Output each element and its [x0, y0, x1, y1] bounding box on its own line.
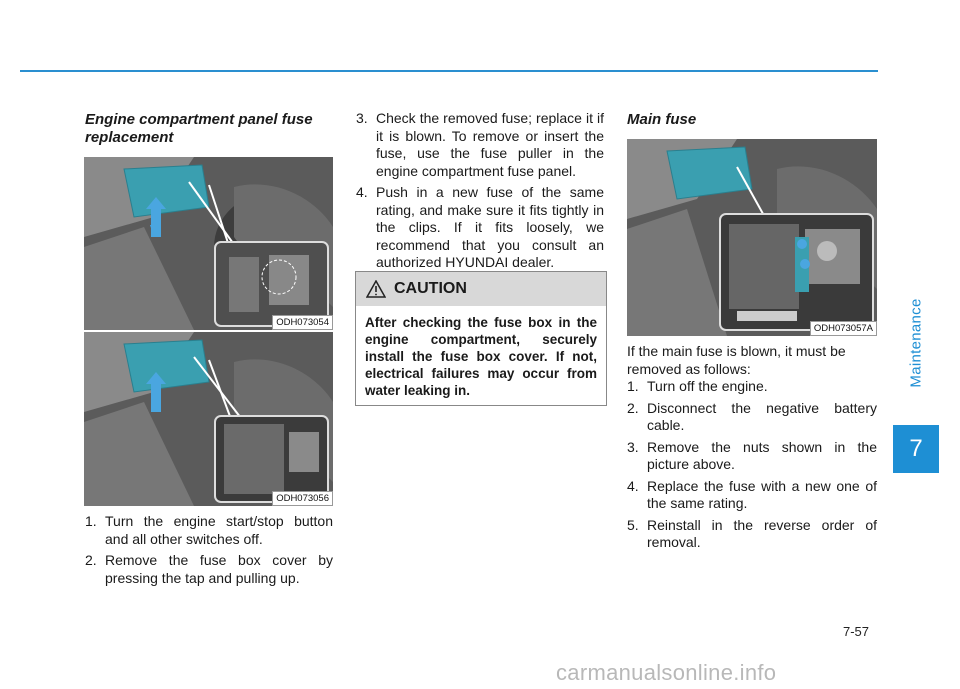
figure-code: ODH073056 — [272, 491, 333, 506]
page-number: 7-57 — [843, 624, 870, 639]
section-tab-label — [893, 263, 939, 423]
step-number: 1. — [627, 378, 639, 394]
step-text: Turn the engine start/stop button and all other switches off. — [105, 513, 333, 547]
step-number: 5. — [627, 516, 639, 533]
list-item — [627, 517, 877, 552]
caution-text: After checking the fuse box in the engine compartment, securely install the fuse box cover. If not, electrical failures may occur from water leaking in. — [365, 315, 597, 398]
figure-main-fuse — [627, 139, 877, 336]
engine-bay-illustration — [84, 332, 333, 506]
left-steps-list — [85, 513, 333, 591]
watermark: carmanualsonline.info — [556, 660, 777, 685]
caution-header — [356, 272, 606, 306]
list-item — [627, 378, 877, 396]
figure-fuse-cover — [84, 157, 333, 330]
step-text: Reinstall in the reverse order of removal. — [647, 516, 877, 550]
warning-triangle-icon — [366, 280, 386, 298]
list-item — [356, 110, 604, 180]
header-rule — [20, 70, 878, 72]
section-tab-text: Maintenance — [907, 298, 925, 388]
step-number: 2. — [85, 552, 97, 568]
left-heading: Engine compartment panel fuse replacement — [85, 111, 313, 146]
list-item — [85, 552, 333, 587]
list-item — [627, 478, 877, 513]
step-text: Replace the fuse with a new one of the same rating. — [647, 477, 877, 511]
figure-code: ODH073054 — [272, 315, 333, 330]
middle-steps-list — [356, 110, 604, 276]
section-tab-number: 7 — [893, 425, 939, 473]
caution-box — [355, 271, 607, 406]
right-heading: Main fuse — [627, 111, 697, 128]
right-intro: If the main fuse is blown, it must be removed as follows: — [627, 343, 846, 377]
list-item — [85, 513, 333, 548]
step-text: Disconnect the negative battery cable. — [647, 399, 877, 433]
step-text: Check the removed fuse; replace it if it is blown. To remove or insert the fuse, use the fuse puller in the engine compartment fuse panel. — [376, 110, 604, 179]
step-text: Push in a new fuse of the same rating, and make sure it fits tightly in the clips. If it fits loosely, we recommend that you consult an authorized HYUNDAI dealer. — [376, 184, 604, 270]
step-number: 3. — [627, 438, 639, 455]
step-text: Turn off the engine. — [647, 378, 768, 394]
right-steps-list — [627, 378, 877, 556]
main-fuse-illustration — [627, 139, 877, 336]
step-number: 4. — [627, 477, 639, 494]
step-number: 4. — [356, 184, 368, 200]
step-number: 2. — [627, 399, 639, 416]
list-item — [627, 400, 877, 435]
step-number: 1. — [85, 513, 97, 529]
list-item — [627, 439, 877, 474]
list-item — [356, 184, 604, 272]
caution-title: CAUTION — [394, 280, 467, 297]
step-text: Remove the fuse box cover by pressing the tap and pulling up. — [105, 552, 333, 586]
step-text: Remove the nuts shown in the picture above. — [647, 438, 877, 472]
figure-fuse-box-open — [84, 332, 333, 506]
step-number: 3. — [356, 110, 368, 126]
engine-bay-illustration — [84, 157, 333, 330]
figure-code: ODH073057A — [810, 321, 877, 336]
